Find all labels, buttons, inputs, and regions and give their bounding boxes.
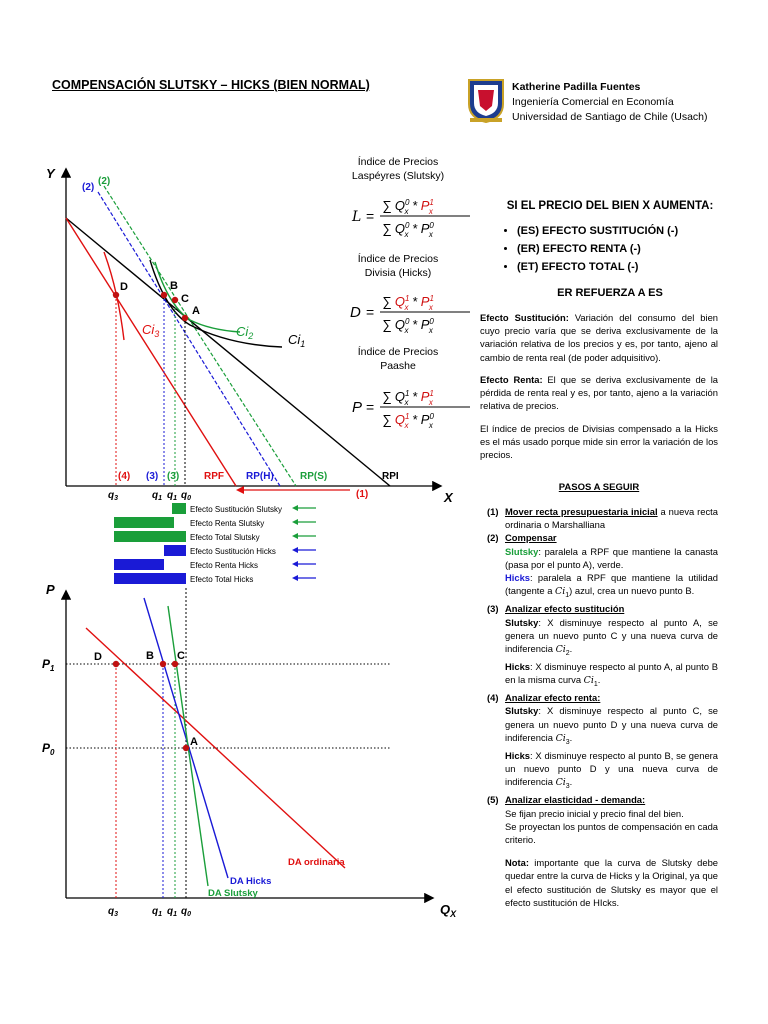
author-name: Katherine Padilla Fuentes bbox=[512, 81, 641, 93]
p0-tick: $P_0$ bbox=[42, 741, 55, 757]
da-slutsky-label: DA Slutsky bbox=[208, 888, 258, 899]
svg-text:∑ Q1x * P1x: ∑ $Q^1$ x * $P^1$ x bbox=[382, 389, 434, 407]
step-2-hicks bbox=[487, 571, 718, 602]
step-title: Compensar bbox=[505, 532, 557, 544]
point-c bbox=[172, 297, 178, 303]
legend-label: Efecto Sustitución Hicks bbox=[190, 547, 276, 556]
q3-tick: $q_3$ bbox=[108, 490, 119, 502]
paasche-symbol: P bbox=[352, 399, 363, 416]
price-increase-heading: SI EL PRECIO DEL BIEN X AUMENTA: bbox=[506, 200, 714, 212]
q1-hicks-tick: $q_1$ bbox=[152, 906, 163, 918]
step-text: a nueva recta ordinaria o Marshalliana bbox=[505, 506, 718, 531]
substitution-term: Efecto Sustitución: bbox=[480, 312, 569, 323]
author-degree: Ingeniería Comercial en Economía bbox=[512, 96, 674, 108]
step-1 bbox=[487, 505, 718, 531]
svg-text:=: = bbox=[366, 304, 375, 320]
laspeyres-symbol: L bbox=[352, 209, 362, 225]
step-3-hicks: Hicks: X disminuye respecto al punto A, al punto B en la misma curva $Ci_1$. bbox=[505, 660, 718, 689]
substitution-text: Variación del consumo del bien cuyo precio varía que se deriva exclusivamente de la variación relativa de los precios y es, por tanto, ajeno al cambio de renta real (de poder adquisitivo). bbox=[480, 312, 719, 363]
rps-label: RP(S) bbox=[300, 471, 328, 482]
rps-line bbox=[104, 186, 296, 486]
hicks-term: Hicks bbox=[505, 660, 531, 672]
step2-slutsky-label: (2) bbox=[98, 176, 111, 187]
effects-list bbox=[495, 222, 757, 276]
income-text: El que se deriva exclusivamente de la pérdida de renta real y es, por tanto, ajeno a la variación relativa de precios. bbox=[480, 374, 718, 412]
step-number: (4) bbox=[487, 692, 499, 704]
list-item: • (ER) EFECTO RENTA (-) bbox=[517, 240, 757, 258]
legend-label: Efecto Renta Hicks bbox=[190, 561, 259, 570]
da-hicks-label: DA Hicks bbox=[230, 876, 272, 887]
ci-symbol: Ci bbox=[555, 586, 566, 598]
steps-title: PASOS A SEGUIR bbox=[558, 482, 640, 493]
svg-text:=: = bbox=[366, 399, 375, 415]
label-b: B bbox=[146, 650, 154, 662]
ci-symbol: Ci bbox=[555, 777, 566, 789]
author-university: Universidad de Santiago de Chile (Usach) bbox=[512, 111, 708, 123]
ci-subscript: 2 bbox=[565, 649, 570, 657]
slutsky-term: Slutsky bbox=[505, 545, 539, 557]
steps-list bbox=[487, 505, 718, 909]
legend-label: Efecto Sustitución Slutsky bbox=[190, 505, 283, 514]
list-item: • (ET) EFECTO TOTAL (-) bbox=[517, 258, 757, 276]
svg-text:∑ Q0x * P0x: ∑ $Q^0$ x * $P^0$ x bbox=[382, 221, 434, 238]
step-3-slutsky: Slutsky: X disminuye respecto al punto A, se genera un nuevo punto C y una nueva curva de indiferencia $Ci_2$. bbox=[505, 616, 718, 657]
step-title: Analizar efecto sustitución bbox=[505, 603, 625, 615]
svg-text:∑ Q0x * P0x: ∑ $Q^0$ x * $P^0$ x bbox=[382, 317, 434, 334]
svg-text:=: = bbox=[366, 208, 375, 224]
ci-symbol: Ci bbox=[555, 732, 566, 744]
effects-legend bbox=[110, 500, 330, 586]
ci2-label: $Ci_2$ bbox=[236, 324, 254, 341]
step2-hicks-label: (2) bbox=[82, 182, 95, 193]
author-block bbox=[512, 80, 708, 125]
rpi-label: RPI bbox=[382, 471, 399, 482]
ci-subscript: 1 bbox=[565, 592, 570, 600]
label-d: D bbox=[94, 651, 102, 663]
hicks-term: Hicks bbox=[505, 572, 531, 584]
ci-subscript: 3 bbox=[565, 783, 570, 791]
paasche-line1: Índice de Precios bbox=[357, 346, 439, 358]
step-5-text-2: Se proyectan los puntos de compensación en cada criterio. bbox=[505, 820, 718, 846]
step-number: (3) bbox=[487, 603, 499, 615]
label-c: C bbox=[177, 650, 185, 662]
p-axis-label: P bbox=[46, 582, 55, 597]
ci-symbol: Ci bbox=[583, 675, 594, 687]
divisia-note: El índice de precios de Divisias compensado a la Hicks es el más usado porque mide sin error la variación de los precios. bbox=[480, 423, 718, 461]
step-text: : X disminuye respecto al punto A, se genera un nuevo punto C y una nueva curva de indiferencia bbox=[505, 616, 718, 654]
divisia-line2: Divisia (Hicks) bbox=[364, 267, 432, 279]
ci2-curve bbox=[155, 262, 240, 332]
q3-tick: $q_3$ bbox=[108, 906, 119, 918]
university-crest-icon bbox=[466, 76, 506, 124]
laspeyres-line1: Índice de Precios bbox=[357, 156, 439, 168]
point-a bbox=[183, 745, 189, 751]
q0-tick: $q_0$ bbox=[181, 490, 192, 502]
point-d bbox=[113, 661, 119, 667]
slutsky-term: Slutsky bbox=[505, 705, 539, 717]
hicks-term: Hicks bbox=[505, 749, 531, 761]
q1-hicks-tick: $q_1$ bbox=[152, 490, 163, 502]
list-item: • (ES) EFECTO SUSTITUCIÓN (-) bbox=[517, 222, 757, 240]
rpf-line bbox=[66, 218, 236, 486]
svg-text:∑ Q1x * P1x: ∑ $Q^1$ x * $P^1$ x bbox=[382, 294, 434, 312]
divisia-line1: Índice de Precios bbox=[357, 253, 439, 265]
legend-label: Efecto Total Slutsky bbox=[190, 533, 260, 542]
step-2-slutsky bbox=[487, 545, 718, 571]
label-c: C bbox=[181, 293, 189, 305]
step-5 bbox=[487, 793, 718, 806]
divisia-symbol: D bbox=[350, 304, 361, 321]
step-4 bbox=[487, 691, 718, 704]
step-3 bbox=[487, 602, 718, 615]
label-b: B bbox=[170, 280, 178, 292]
income-term: Efecto Renta: bbox=[480, 374, 543, 385]
point-b bbox=[160, 661, 166, 667]
step1-label: (1) bbox=[356, 489, 369, 500]
step-4-hicks: Hicks: X disminuye respecto al punto B, se genera un nuevo punto D y una nueva curva de indiferencia $Ci_3$. bbox=[505, 749, 718, 791]
step-title: Analizar efecto renta: bbox=[505, 692, 601, 704]
paasche-line2: Paashe bbox=[380, 360, 416, 372]
da-ordinaria-curve bbox=[86, 628, 345, 868]
qx-axis-label: $Q_X$ bbox=[440, 902, 457, 919]
step4-label: (4) bbox=[118, 471, 131, 482]
budget-line-graph bbox=[0, 140, 470, 510]
step-text: : X disminuye respecto al punto B, se genera un nuevo punto D y una nueva curva de indiferencia bbox=[505, 749, 718, 788]
point-b bbox=[161, 292, 167, 298]
x-axis-label: X bbox=[444, 490, 453, 505]
step-text: : paralela a RPF que mantiene la canasta (pasa por el punto A), verde. bbox=[505, 545, 718, 570]
step-text: : paralela a RPF que mantiene la utilidad (tangente a bbox=[505, 572, 718, 597]
laspeyres-line2: Laspéyres (Slutsky) bbox=[351, 170, 445, 182]
rpi-line bbox=[66, 218, 390, 486]
step-number: (5) bbox=[487, 794, 499, 806]
q1-slutsky-tick: $q_1$ bbox=[167, 906, 178, 918]
step-number: (2) bbox=[487, 532, 499, 544]
svg-text:∑ Q0x * P1x: ∑ $Q^0$ x * $P^1$ x bbox=[382, 198, 434, 216]
step-number: (1) bbox=[487, 506, 499, 517]
step-text: ) azul, crea un nuevo punto B. bbox=[569, 585, 695, 597]
rph-label: RP(H) bbox=[246, 471, 274, 482]
step3-hicks-label: (3) bbox=[146, 471, 159, 482]
label-a: A bbox=[192, 305, 200, 317]
legend-label: Efecto Total Hicks bbox=[190, 575, 254, 584]
income-definition bbox=[480, 373, 718, 413]
step-text: : X disminuye respecto al punto A, al punto B en la misma curva bbox=[505, 660, 718, 686]
q0-tick: $q_0$ bbox=[181, 906, 192, 918]
slutsky-term: Slutsky bbox=[505, 616, 539, 628]
step-title: Analizar elasticidad - demanda: bbox=[505, 794, 646, 806]
note-text: importante que la curva de Slutsky debe quedar entre la curva de Hicks y la Original, ya que el efecto sustitución de Slutsky es mayor que el efecto sustitución de HIcks. bbox=[505, 857, 718, 908]
p1-tick: $P_1$ bbox=[42, 657, 55, 673]
ci-subscript: 1 bbox=[593, 681, 598, 689]
demand-graph bbox=[0, 578, 470, 923]
ci-symbol: Ci bbox=[555, 643, 566, 655]
er-refuerza-heading: ER REFUERZA A ES bbox=[557, 287, 663, 299]
label-d: D bbox=[120, 281, 128, 293]
page-title: COMPENSACIÓN SLUTSKY – HICKS (BIEN NORMAL) bbox=[52, 78, 370, 92]
step-text: : X disminuye respecto al punto C, se genera un nuevo punto D y una nueva curva de indiferencia bbox=[505, 705, 718, 743]
point-a bbox=[182, 315, 188, 321]
ci3-label: $Ci_3$ bbox=[142, 322, 160, 339]
point-d bbox=[113, 292, 119, 298]
step-2 bbox=[487, 531, 718, 544]
da-ordinaria-label: DA ordinaria bbox=[288, 857, 345, 868]
label-a: A bbox=[190, 736, 198, 748]
rpf-label: RPF bbox=[204, 471, 224, 482]
step-4-slutsky: Slutsky: X disminuye respecto al punto C, se genera un nuevo punto D y una nueva curva de indiferencia $Ci_3$. bbox=[505, 705, 718, 746]
substitution-definition bbox=[480, 311, 718, 364]
note bbox=[487, 856, 718, 909]
legend-label: Efecto Renta Slutsky bbox=[190, 519, 265, 528]
y-axis-label: Y bbox=[46, 166, 55, 181]
step3-slutsky-label: (3) bbox=[167, 471, 180, 482]
svg-text:∑ Q1x * P0x: ∑ $Q^1$ x * $P^0$ x bbox=[382, 412, 434, 429]
ci-subscript: 3 bbox=[565, 738, 570, 746]
note-term: Nota: bbox=[505, 857, 529, 869]
q1-slutsky-tick: $q_1$ bbox=[167, 490, 178, 502]
ci1-label: $Ci_1$ bbox=[288, 332, 306, 349]
step-5-text-1: Se fijan precio inicial y precio final del bien. bbox=[505, 807, 684, 819]
step-title: Mover recta presupuestaria inicial bbox=[505, 506, 658, 517]
